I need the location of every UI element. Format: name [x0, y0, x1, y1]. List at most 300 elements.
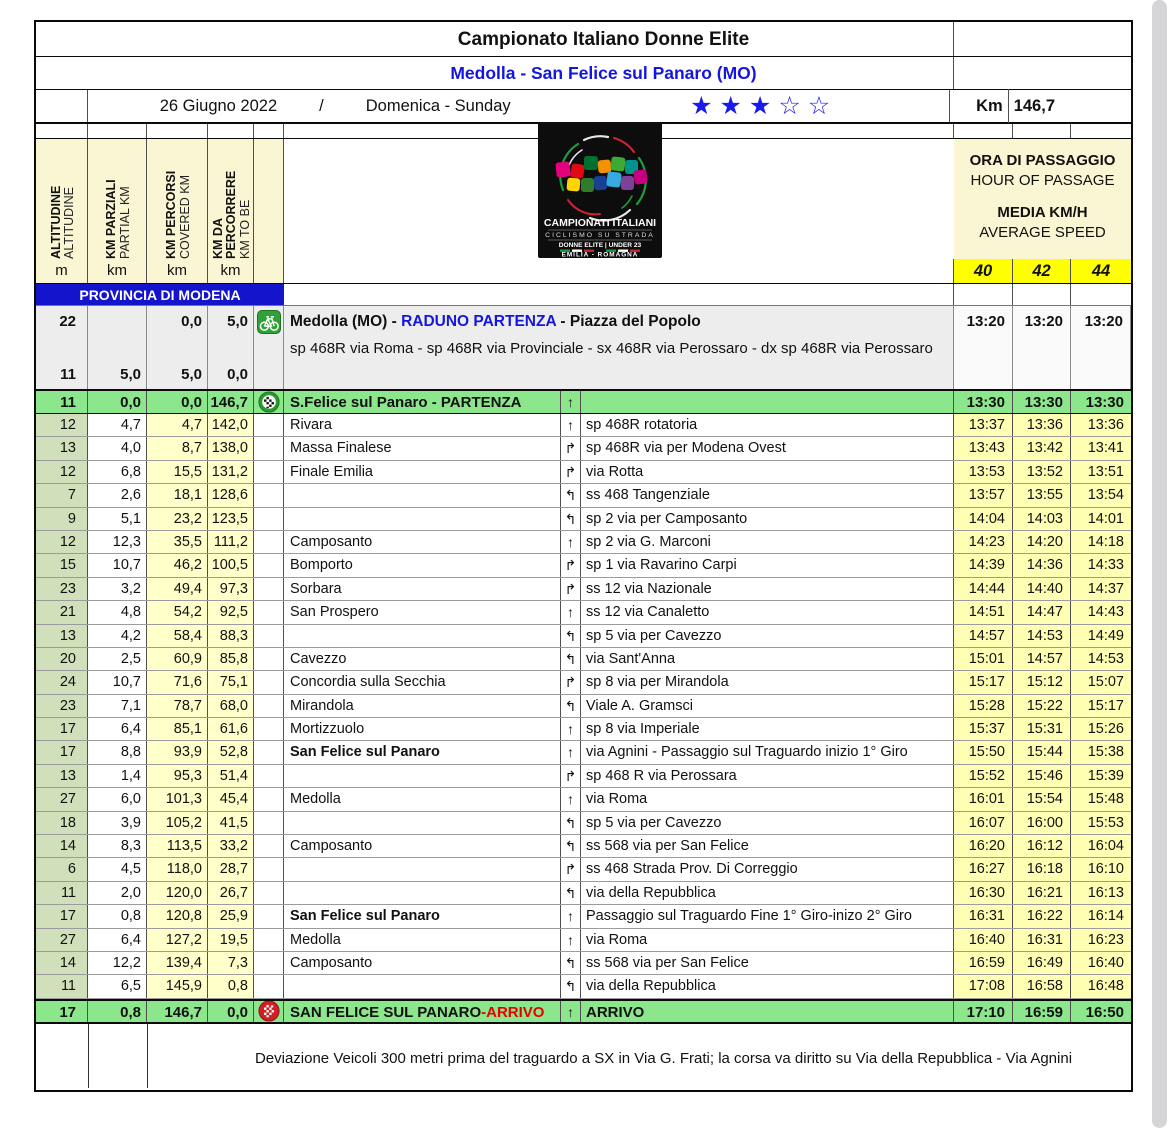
- time-42-cell: 15:46: [1013, 765, 1071, 787]
- table-row: [36, 765, 1131, 788]
- empty-cell: [88, 124, 147, 138]
- partial-km-cell: 2,5: [88, 648, 147, 670]
- partial-km-cell: 5,0: [88, 363, 147, 389]
- partial-km-cell: 2,6: [88, 484, 147, 506]
- covered-km-cell: 118,0: [147, 858, 208, 880]
- direction-arrow-icon: ↑: [561, 741, 581, 763]
- time-40-cell: 17:08: [954, 975, 1013, 997]
- header-it2: PERCORRERE: [224, 170, 239, 259]
- raduno-title: [284, 306, 954, 337]
- partial-km-cell: 1,4: [88, 765, 147, 787]
- star-empty-icon: ☆☆: [778, 92, 838, 120]
- time-40-cell: 14:39: [954, 554, 1013, 576]
- direction-arrow-icon: ↰: [561, 484, 581, 506]
- empty-cell: [36, 124, 88, 138]
- icon-cell: [254, 718, 284, 740]
- empty-cell: [954, 337, 1013, 363]
- time-42-cell: 13:36: [1013, 414, 1071, 436]
- date-separator: /: [319, 96, 324, 115]
- time-40-cell: 13:43: [954, 437, 1013, 459]
- partial-km-cell: 12,3: [88, 531, 147, 553]
- direction-arrow-icon: ↰: [561, 835, 581, 857]
- empty-cell: [254, 259, 284, 283]
- partial-km-cell: 4,0: [88, 437, 147, 459]
- covered-km-cell: 120,0: [147, 882, 208, 904]
- time-40-cell: 14:51: [954, 601, 1013, 623]
- covered-km-cell: 35,5: [147, 531, 208, 553]
- time-44-cell: 16:23: [1071, 929, 1131, 951]
- empty-cell: [208, 124, 254, 138]
- covered-km-cell: 101,3: [147, 788, 208, 810]
- covered-km-cell: 71,6: [147, 671, 208, 693]
- direction-arrow-icon: ↑: [561, 1001, 581, 1022]
- altitude-cell: 14: [36, 952, 88, 974]
- km-to-go-cell: 45,4: [208, 788, 254, 810]
- footer-area: [36, 1024, 1131, 1090]
- roadbook-sheet: [34, 20, 1133, 1092]
- altitude-cell: 24: [36, 671, 88, 693]
- icon-cell: [254, 905, 284, 927]
- road-cell: sp 1 via Ravarino Carpi: [581, 554, 954, 576]
- time-42-cell: 16:21: [1013, 882, 1071, 904]
- empty-cell: [954, 124, 1013, 138]
- road-cell: sp 5 via per Cavezzo: [581, 812, 954, 834]
- time-40-cell: 16:20: [954, 835, 1013, 857]
- altitude-cell: 9: [36, 508, 88, 530]
- time-44-cell: 15:07: [1071, 671, 1131, 693]
- icon-cell: [254, 554, 284, 576]
- road-cell: ss 12 via Canaletto: [581, 601, 954, 623]
- road-cell: via Agnini - Passaggio sul Traguardo inizio 1° Giro: [581, 741, 954, 763]
- time-44-cell: 15:26: [1071, 718, 1131, 740]
- table-row: [36, 741, 1131, 764]
- covered-km-cell: 127,2: [147, 929, 208, 951]
- raduno-title-blue: RADUNO PARTENZA: [401, 313, 557, 330]
- time-42-cell: 16:12: [1013, 835, 1071, 857]
- km-to-go-cell: 142,0: [208, 414, 254, 436]
- partial-km-cell: 6,8: [88, 461, 147, 483]
- road-cell: [581, 391, 954, 413]
- time-42-cell: 15:31: [1013, 718, 1071, 740]
- time-44-cell: 13:36: [1071, 414, 1131, 436]
- locality-cell: Concordia sulla Secchia: [284, 671, 561, 693]
- direction-arrow-icon: ↰: [561, 812, 581, 834]
- time-42-cell: 16:31: [1013, 929, 1071, 951]
- icon-cell: [254, 741, 284, 763]
- icon-cell: [254, 461, 284, 483]
- time-40-cell: 14:57: [954, 625, 1013, 647]
- road-cell: via Roma: [581, 929, 954, 951]
- table-row: [36, 484, 1131, 507]
- covered-km-cell: 139,4: [147, 952, 208, 974]
- raduno-route-detail: sp 468R via Roma - sp 468R via Provinciale - sx 468R via Perossaro - dx sp 468R via Perossaro: [284, 337, 954, 363]
- time-44-cell: 14:37: [1071, 578, 1131, 600]
- covered-km-cell: 54,2: [147, 601, 208, 623]
- locality-cell: Finale Emilia: [284, 461, 561, 483]
- locality-cell: Rivara: [284, 414, 561, 436]
- time-44-cell: 13:30: [1085, 394, 1124, 411]
- time-40-cell: 13:57: [954, 484, 1013, 506]
- empty-cell: [1013, 284, 1071, 305]
- locality-cell: [284, 484, 561, 506]
- altitude-cell: 27: [36, 788, 88, 810]
- logo-line1: CAMPIONATI ITALIANI: [543, 217, 657, 229]
- locality-cell: Massa Finalese: [284, 437, 561, 459]
- road-cell: via della Repubblica: [581, 882, 954, 904]
- time-42-cell: 16:00: [1013, 812, 1071, 834]
- time-44-cell: 15:48: [1071, 788, 1131, 810]
- icon-cell: [254, 1001, 284, 1022]
- km-to-go-cell: 52,8: [208, 741, 254, 763]
- race-date: [88, 90, 579, 122]
- time-44-cell: 14:01: [1071, 508, 1131, 530]
- direction-arrow-icon: ↱: [561, 578, 581, 600]
- km-to-go-cell: 5,0: [208, 306, 254, 337]
- altitude-cell: 23: [36, 695, 88, 717]
- time-40-cell: 16:01: [954, 788, 1013, 810]
- km-to-go-cell: 51,4: [208, 765, 254, 787]
- subtitle-row: [36, 57, 1131, 90]
- header-en: PARTIAL KM: [117, 186, 132, 259]
- logo-line2: CICLISMO SU STRADA: [545, 232, 655, 239]
- direction-arrow-icon: ↑: [561, 718, 581, 740]
- locality-cell: Camposanto: [284, 531, 561, 553]
- altitude-cell: 12: [36, 531, 88, 553]
- covered-km-cell: 145,9: [147, 975, 208, 997]
- time-40-cell: 14:04: [954, 508, 1013, 530]
- time-40-cell: 16:40: [954, 929, 1013, 951]
- arrivo-row: [36, 999, 1131, 1024]
- km-to-go-cell: 28,7: [208, 858, 254, 880]
- time-40-cell: 16:07: [954, 812, 1013, 834]
- empty-cell: [1013, 363, 1071, 389]
- partial-km-cell: 0,8: [88, 1001, 147, 1022]
- time-40-cell: 16:59: [954, 952, 1013, 974]
- time-42-cell: 16:49: [1013, 952, 1071, 974]
- page-edge: [1152, 0, 1167, 1128]
- locality-cell: [284, 882, 561, 904]
- locality-cell: San Felice sul Panaro: [284, 905, 561, 927]
- time-44-cell: 16:40: [1071, 952, 1131, 974]
- title-row: [36, 22, 1131, 57]
- direction-arrow-icon: ↑: [561, 601, 581, 623]
- province-row: [36, 284, 1131, 306]
- time-42-cell: 14:53: [1013, 625, 1071, 647]
- time-44-cell: 14:49: [1071, 625, 1131, 647]
- locality-cell: [284, 1001, 561, 1022]
- covered-km-cell: 0,0: [147, 306, 208, 337]
- time-42-cell: 13:42: [1013, 437, 1071, 459]
- icon-cell: [254, 952, 284, 974]
- locality-cell: Mortizzuolo: [284, 718, 561, 740]
- empty-cell: [88, 306, 147, 337]
- road-cell: sp 2 via G. Marconi: [581, 531, 954, 553]
- km-to-go-cell: 146,7: [208, 391, 254, 413]
- table-row: [36, 461, 1131, 484]
- locality-cell: Camposanto: [284, 835, 561, 857]
- partial-km-cell: 0,0: [88, 391, 147, 413]
- passage-header: [954, 139, 1131, 259]
- km-to-go-cell: 92,5: [208, 601, 254, 623]
- header-en: KM TO BE: [237, 199, 252, 259]
- empty-cell: [284, 363, 954, 389]
- route-subtitle: Medolla - San Felice sul Panaro (MO): [254, 57, 954, 89]
- road-cell: Viale A. Gramsci: [581, 695, 954, 717]
- time-42-cell: 14:36: [1013, 554, 1071, 576]
- altitude-cell: 17: [36, 741, 88, 763]
- locality-cell: Medolla: [284, 929, 561, 951]
- altitude-cell: 22: [36, 306, 88, 337]
- empty-cell: [36, 90, 88, 122]
- locality-cell: [284, 625, 561, 647]
- time-40-cell: 15:50: [954, 741, 1013, 763]
- speed-42-header: 42: [1013, 259, 1071, 283]
- time-40-cell: 13:30: [954, 391, 1013, 413]
- province-banner: PROVINCIA DI MODENA: [36, 284, 284, 305]
- difficulty-stars: [578, 90, 950, 122]
- time-42-cell: 15:54: [1013, 788, 1071, 810]
- covered-km-cell: 23,2: [147, 508, 208, 530]
- km-to-go-cell: 138,0: [208, 437, 254, 459]
- icon-cell: [254, 929, 284, 951]
- km-to-go-cell: 26,7: [208, 882, 254, 904]
- finish-flag-icon: [254, 1001, 283, 1022]
- km-to-go-cell: 7,3: [208, 952, 254, 974]
- partial-km-cell: 6,0: [88, 788, 147, 810]
- table-row: [36, 788, 1131, 811]
- icon-cell: [254, 578, 284, 600]
- time-42-cell: 13:52: [1013, 461, 1071, 483]
- time-40-cell: 15:01: [954, 648, 1013, 670]
- direction-arrow-icon: ↱: [561, 554, 581, 576]
- road-cell: sp 468R rotatoria: [581, 414, 954, 436]
- table-row: [36, 578, 1131, 601]
- partial-km-cell: 6,4: [88, 718, 147, 740]
- direction-arrow-icon: ↰: [561, 882, 581, 904]
- itinerary-rows: [36, 414, 1131, 999]
- altitude-cell: 11: [36, 882, 88, 904]
- empty-cell: [1071, 337, 1131, 363]
- time-44-cell: 14:18: [1071, 531, 1131, 553]
- locality-cell: Sorbara: [284, 578, 561, 600]
- covered-km-cell: 18,1: [147, 484, 208, 506]
- covered-km-cell: 0,0: [147, 391, 208, 413]
- partial-km-cell: 3,9: [88, 812, 147, 834]
- empty-cell: [254, 337, 284, 363]
- partial-km-cell: 4,7: [88, 414, 147, 436]
- raduno-block: [36, 306, 1131, 389]
- km-to-go-cell: 131,2: [208, 461, 254, 483]
- km-label: Km: [950, 89, 1009, 123]
- km-to-go-cell: 97,3: [208, 578, 254, 600]
- time-40-cell: 16:31: [954, 905, 1013, 927]
- table-row: [36, 718, 1131, 741]
- partenza-row: [36, 389, 1131, 414]
- covered-km-cell: 95,3: [147, 765, 208, 787]
- empty-cell: [208, 337, 254, 363]
- locality-cell: San Prospero: [284, 601, 561, 623]
- empty-cell: [284, 259, 954, 283]
- direction-arrow-icon: ↰: [561, 975, 581, 997]
- time-40-cell: 16:30: [954, 882, 1013, 904]
- empty-cell: [254, 139, 284, 259]
- time-44-cell: 16:04: [1071, 835, 1131, 857]
- vehicle-deviation-note: Deviazione Veicoli 300 metri prima del traguardo a SX in Via G. Frati; la corsa va diritto su Via della Repubblica - Via Agnini: [254, 1049, 1073, 1067]
- covered-km-cell: 49,4: [147, 578, 208, 600]
- header-it: KM PERCORSI: [164, 170, 178, 259]
- time-44-cell: 15:53: [1071, 812, 1131, 834]
- direction-arrow-icon: ↑: [561, 905, 581, 927]
- time-42-cell: 15:44: [1013, 741, 1071, 763]
- time-44-cell: 16:14: [1071, 905, 1131, 927]
- altitude-cell: 27: [36, 929, 88, 951]
- road-cell: via della Repubblica: [581, 975, 954, 997]
- road-cell: ss 468 Tangenziale: [581, 484, 954, 506]
- road-cell: sp 468R via per Modena Ovest: [581, 437, 954, 459]
- partial-km-cell: 0,8: [88, 905, 147, 927]
- table-row: [36, 437, 1131, 460]
- locality-cell: Bomporto: [284, 554, 561, 576]
- direction-arrow-icon: ↑: [561, 531, 581, 553]
- time-42-cell: 13:30: [1013, 391, 1071, 413]
- table-row: [36, 671, 1131, 694]
- time-40-cell: 15:37: [954, 718, 1013, 740]
- direction-arrow-icon: ↰: [561, 952, 581, 974]
- time-40-cell: 15:28: [954, 695, 1013, 717]
- table-row: [36, 625, 1131, 648]
- time-42-cell: 13:55: [1013, 484, 1071, 506]
- locality-cell: Mirandola: [284, 695, 561, 717]
- altitude-cell: 11: [36, 975, 88, 997]
- empty-cell: [36, 337, 88, 363]
- icon-cell: [254, 437, 284, 459]
- partial-km-cell: 8,3: [88, 835, 147, 857]
- partial-km-cell: 10,7: [88, 554, 147, 576]
- grid-line: [147, 1024, 148, 1088]
- road-cell: sp 468 R via Perossara: [581, 765, 954, 787]
- altitude-cell: 17: [36, 1001, 88, 1022]
- icon-cell: [254, 671, 284, 693]
- icon-cell: [254, 391, 284, 413]
- covered-km-cell: 8,7: [147, 437, 208, 459]
- road-cell: ARRIVO: [581, 1001, 954, 1022]
- time-44-cell: 15:39: [1071, 765, 1131, 787]
- header-it: ALTITUDINE: [48, 185, 63, 259]
- units-speed-row: [36, 259, 1131, 284]
- table-row: [36, 601, 1131, 624]
- time-44-cell: 15:38: [1071, 741, 1131, 763]
- locality-cell: Medolla: [284, 788, 561, 810]
- raduno-title-part1: Medolla (MO) -: [290, 313, 402, 330]
- altitude-cell: 11: [36, 391, 88, 413]
- road-cell: Passaggio sul Traguardo Fine 1° Giro-inizo 2° Giro: [581, 905, 954, 927]
- empty-cell: [88, 337, 147, 363]
- icon-cell: [254, 975, 284, 997]
- km-to-go-cell: 61,6: [208, 718, 254, 740]
- unit-covered: km: [147, 259, 208, 283]
- icon-cell: [254, 601, 284, 623]
- time-44-cell: 16:50: [1085, 1003, 1124, 1021]
- direction-arrow-icon: ↱: [561, 858, 581, 880]
- road-cell: ss 468 Strada Prov. Di Correggio: [581, 858, 954, 880]
- km-to-go-cell: 0,0: [208, 363, 254, 389]
- km-to-go-cell: 88,3: [208, 625, 254, 647]
- direction-arrow-icon: ↑: [561, 414, 581, 436]
- km-to-go-cell: 85,8: [208, 648, 254, 670]
- altitude-cell: 13: [36, 765, 88, 787]
- direction-arrow-icon: ↱: [561, 461, 581, 483]
- road-cell: ss 568 via per San Felice: [581, 835, 954, 857]
- altitude-cell: 12: [36, 414, 88, 436]
- time-42-cell: 16:18: [1013, 858, 1071, 880]
- table-row: [36, 812, 1131, 835]
- speed-40-header: 40: [954, 259, 1013, 283]
- icon-cell: [254, 306, 284, 337]
- table-row: [36, 554, 1131, 577]
- direction-arrow-icon: ↱: [561, 765, 581, 787]
- altitude-cell: 20: [36, 648, 88, 670]
- time-40-cell: 14:44: [954, 578, 1013, 600]
- empty-cell: [147, 124, 208, 138]
- icon-cell: [254, 414, 284, 436]
- covered-km-cell: 4,7: [147, 414, 208, 436]
- time-42-cell: 16:58: [1013, 975, 1071, 997]
- empty-cell: [284, 284, 954, 305]
- altitude-cell: 17: [36, 905, 88, 927]
- table-row: [36, 531, 1131, 554]
- km-to-go-cell: 111,2: [208, 531, 254, 553]
- table-row: [36, 858, 1131, 881]
- time-42-cell: 16:59: [1013, 1001, 1071, 1022]
- empty-cell: [954, 363, 1013, 389]
- unit-togo: km: [208, 259, 254, 283]
- locality-cell: [284, 765, 561, 787]
- star-filled-icon: ★★★: [690, 92, 779, 120]
- time-44-cell: 14:33: [1071, 554, 1131, 576]
- empty-cell: [1071, 124, 1131, 138]
- direction-arrow-icon: ↱: [561, 671, 581, 693]
- altitude-cell: 17: [36, 718, 88, 740]
- direction-arrow-icon: ↑: [561, 788, 581, 810]
- championship-logo: [538, 122, 662, 258]
- icon-cell: [254, 812, 284, 834]
- partial-km-cell: 2,0: [88, 882, 147, 904]
- locality-cell: [284, 508, 561, 530]
- empty-cell: [1013, 124, 1071, 138]
- partial-km-cell: 6,4: [88, 929, 147, 951]
- column-header-partial-km: [88, 139, 147, 259]
- road-cell: sp 8 via per Mirandola: [581, 671, 954, 693]
- header-it: KM PARZIALI: [104, 179, 118, 259]
- speed-44-header: 44: [1071, 259, 1131, 283]
- table-row: [36, 648, 1131, 671]
- road-cell: via Sant'Anna: [581, 648, 954, 670]
- logo-graphic: [538, 122, 662, 258]
- road-cell: via Rotta: [581, 461, 954, 483]
- covered-km-cell: 105,2: [147, 812, 208, 834]
- icon-cell: [254, 835, 284, 857]
- table-row: [36, 882, 1131, 905]
- altitude-cell: 14: [36, 835, 88, 857]
- time-44-cell: 16:10: [1071, 858, 1131, 880]
- logo-line3: DONNE ELITE | UNDER 23: [558, 242, 642, 249]
- column-header-covered-km: [147, 139, 208, 259]
- table-row: [36, 414, 1131, 437]
- partial-km-cell: 12,2: [88, 952, 147, 974]
- time-42-cell: 14:47: [1013, 601, 1071, 623]
- passage-title-en: HOUR OF PASSAGE: [970, 172, 1115, 189]
- km-to-go-cell: 68,0: [208, 695, 254, 717]
